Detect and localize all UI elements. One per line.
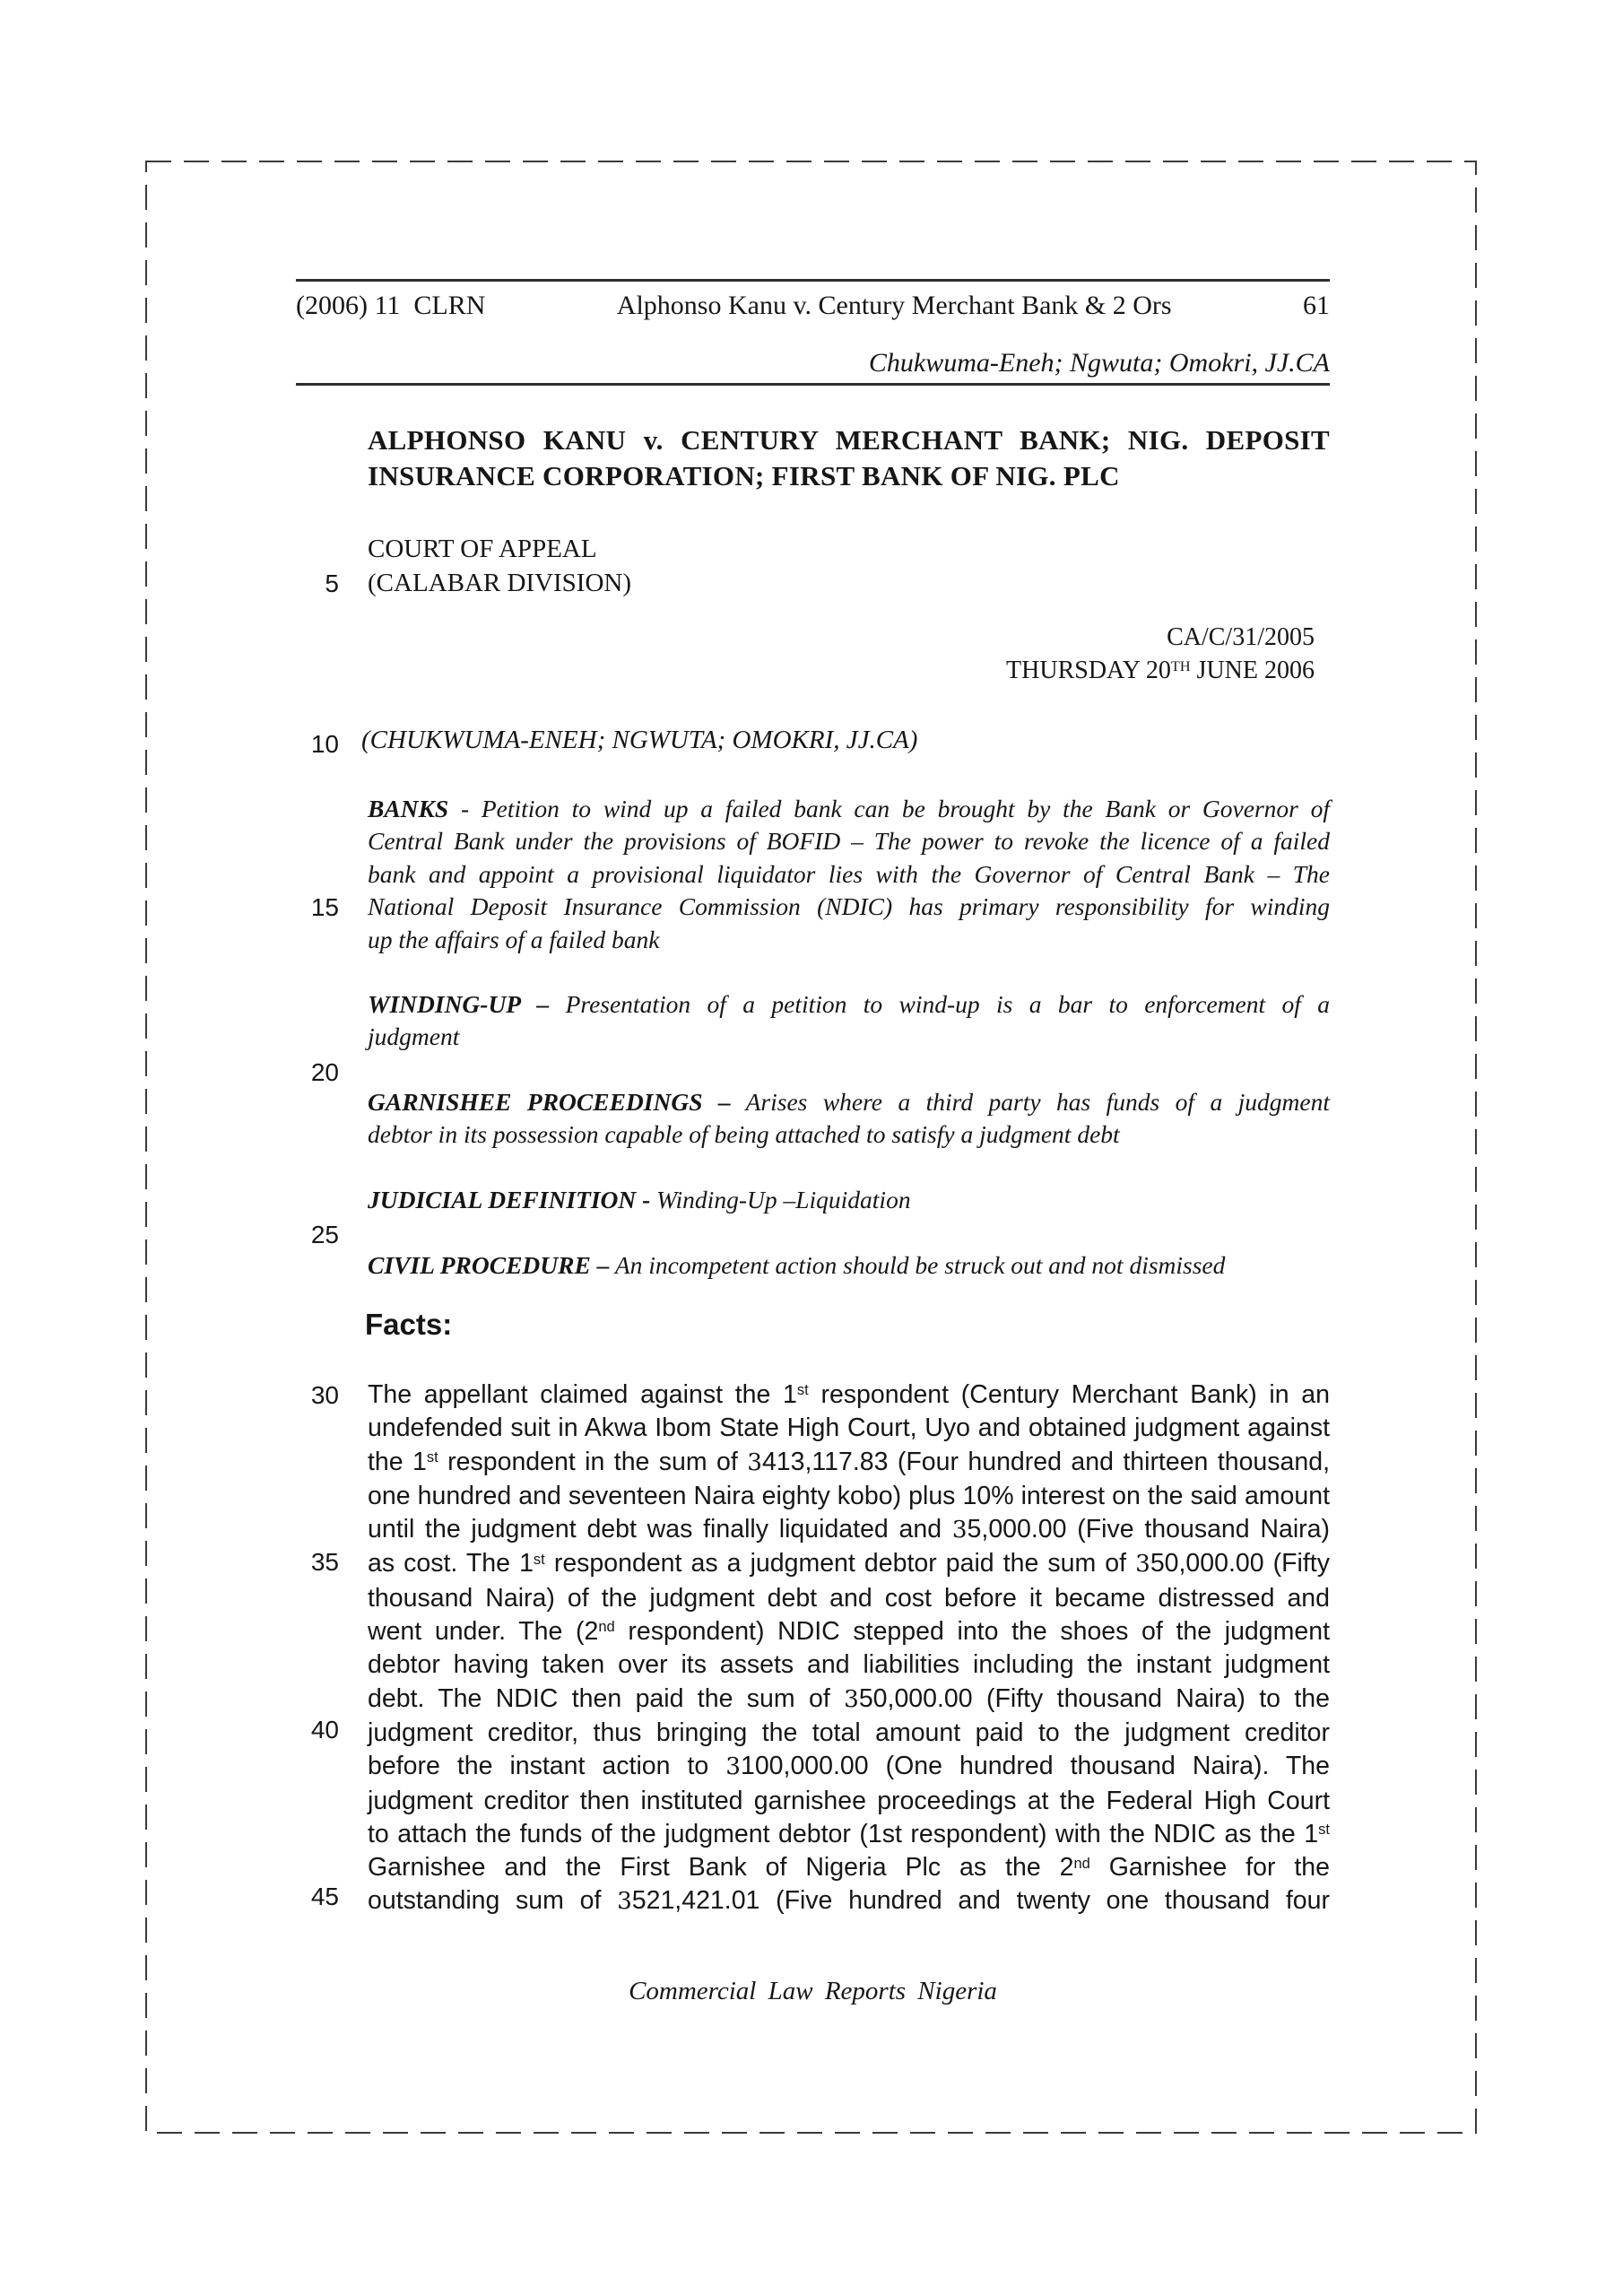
header-rule-top [296,279,1330,282]
headnote-line: up the affairs of a failed bank [368,925,660,953]
running-header [296,291,1330,321]
line-number: 5 [325,570,339,597]
headnote-judicial-definition [368,1184,1330,1216]
line-number: 25 [310,1221,339,1248]
headnote-line: Central Bank under the provisions of BOFID – The power to revoke the licence of a failed [368,827,1330,856]
facts-line: went under. The (2nd respondent) NDIC stepped into the shoes of the judgment [368,1617,1330,1647]
line-number: 10 [310,730,339,758]
facts-line: until the judgment debt was finally liquidated and 35,000.00 (Five thousand Naira) [368,1515,1330,1544]
headnote-line: BANKS - Petition to wind up a failed bank can be brought by the Bank or Governor of [368,795,1330,822]
headnote-line: National Deposit Insurance Commission (NDIC) has primary responsibility for winding [368,892,1330,921]
headnote-line: bank and appoint a provisional liquidator lies with the Governor of Central Bank – The [368,859,1330,888]
facts-line: outstanding sum of 3521,421.01 (Five hundred and twenty one thousand four [368,1886,1330,1916]
line-number: 15 [310,893,339,921]
court-line: (CALABAR DIVISION) [368,568,632,597]
facts-line: one hundred and seventeen Naira eighty kobo) plus 10% interest on the said amount [368,1481,1330,1510]
headnote-civil-procedure [368,1249,1330,1282]
case-reference-line: CA/C/31/2005 [1167,623,1315,651]
facts-paragraph [368,1378,1330,1919]
headnote-line: CIVIL PROCEDURE – An incompetent action should be struck out and not dismissed [368,1251,1226,1279]
headnote-banks [368,793,1330,956]
case-reference-line: THURSDAY 20TH JUNE 2006 [1006,657,1315,684]
page-number: 61 [1303,291,1330,320]
court-block [368,533,1330,600]
case-title-line: INSURANCE CORPORATION; FIRST BANK OF NIG. PLC [368,460,1120,491]
line-number: 30 [310,1381,339,1409]
header-rule-bottom [296,383,1330,386]
line-number: 40 [310,1716,339,1744]
facts-line: judgment creditor, thus bringing the total amount paid to the judgment creditor [368,1718,1330,1747]
facts-line: debtor having taken over its assets and liabilities including the instant judgment [368,1650,1330,1680]
facts-line: to attach the funds of the judgment debtor (1st respondent) with the NDIC as the 1st [368,1819,1330,1848]
coram-line: (CHUKWUMA-ENEH; NGWUTA; OMOKRI, JJ.CA) [361,726,918,754]
headnote-line: debtor in its possession capable of being attached to satisfy a judgment debt [368,1120,1120,1149]
case-title-line: ALPHONSO KANU v. CENTURY MERCHANT BANK; NIG. DEPOSIT [368,424,1330,456]
running-case-title: Alphonso Kanu v. Century Merchant Bank & 2 Ors [616,291,1172,320]
facts-line: the 1st respondent in the sum of 3413,117.83 (Four hundred and thirteen thousand, [368,1447,1331,1476]
facts-heading: Facts: [365,1308,453,1341]
report-citation: (2006) 11 CLRN [296,291,486,320]
facts-line: debt. The NDIC then paid the sum of 350,000.00 (Fifty thousand Naira) to the [368,1683,1331,1713]
headnote-winding-up [368,988,1330,1054]
facts-line: The appellant claimed against the 1st respondent (Century Merchant Bank) in an [368,1380,1330,1409]
headnote-garnishee-proceedings [368,1086,1330,1152]
headnote-line: GARNISHEE PROCEEDINGS – Arises where a third party has funds of a judgment [368,1088,1331,1116]
headnote-line: JUDICIAL DEFINITION - Winding-Up –Liquidation [368,1186,911,1213]
facts-line: before the instant action to 3100,000.00 (One hundred thousand Naira). The [368,1752,1330,1781]
case-title [368,422,1330,494]
judges-line: Chukwuma-Eneh; Ngwuta; Omokri, JJ.CA [868,348,1330,378]
court-line: COURT OF APPEAL [368,535,597,563]
headnote-line: WINDING-UP – Presentation of a petition to wind-up is a bar to enforcement of a [368,990,1330,1018]
facts-line: Garnishee and the First Bank of Nigeria Plc as the 2nd Garnishee for the [368,1853,1330,1883]
facts-line: undefended suit in Akwa Ibom State High Court, Uyo and obtained judgment against [368,1413,1330,1443]
facts-line: as cost. The 1st respondent as a judgment debtor paid the sum of 350,000.00 (Fifty [368,1549,1330,1578]
facts-line: thousand Naira) of the judgment debt and cost before it became distressed and [368,1583,1330,1613]
headnote-line: judgment [368,1022,460,1051]
case-reference-block [368,621,1315,687]
line-number-gutter [269,0,339,2296]
line-number: 45 [310,1883,339,1910]
line-number: 35 [310,1548,339,1576]
line-number: 20 [310,1058,339,1086]
facts-line: judgment creditor then instituted garnishee proceedings at the Federal High Court [368,1786,1330,1815]
footer-imprint: Commercial Law Reports Nigeria [629,1977,997,2005]
